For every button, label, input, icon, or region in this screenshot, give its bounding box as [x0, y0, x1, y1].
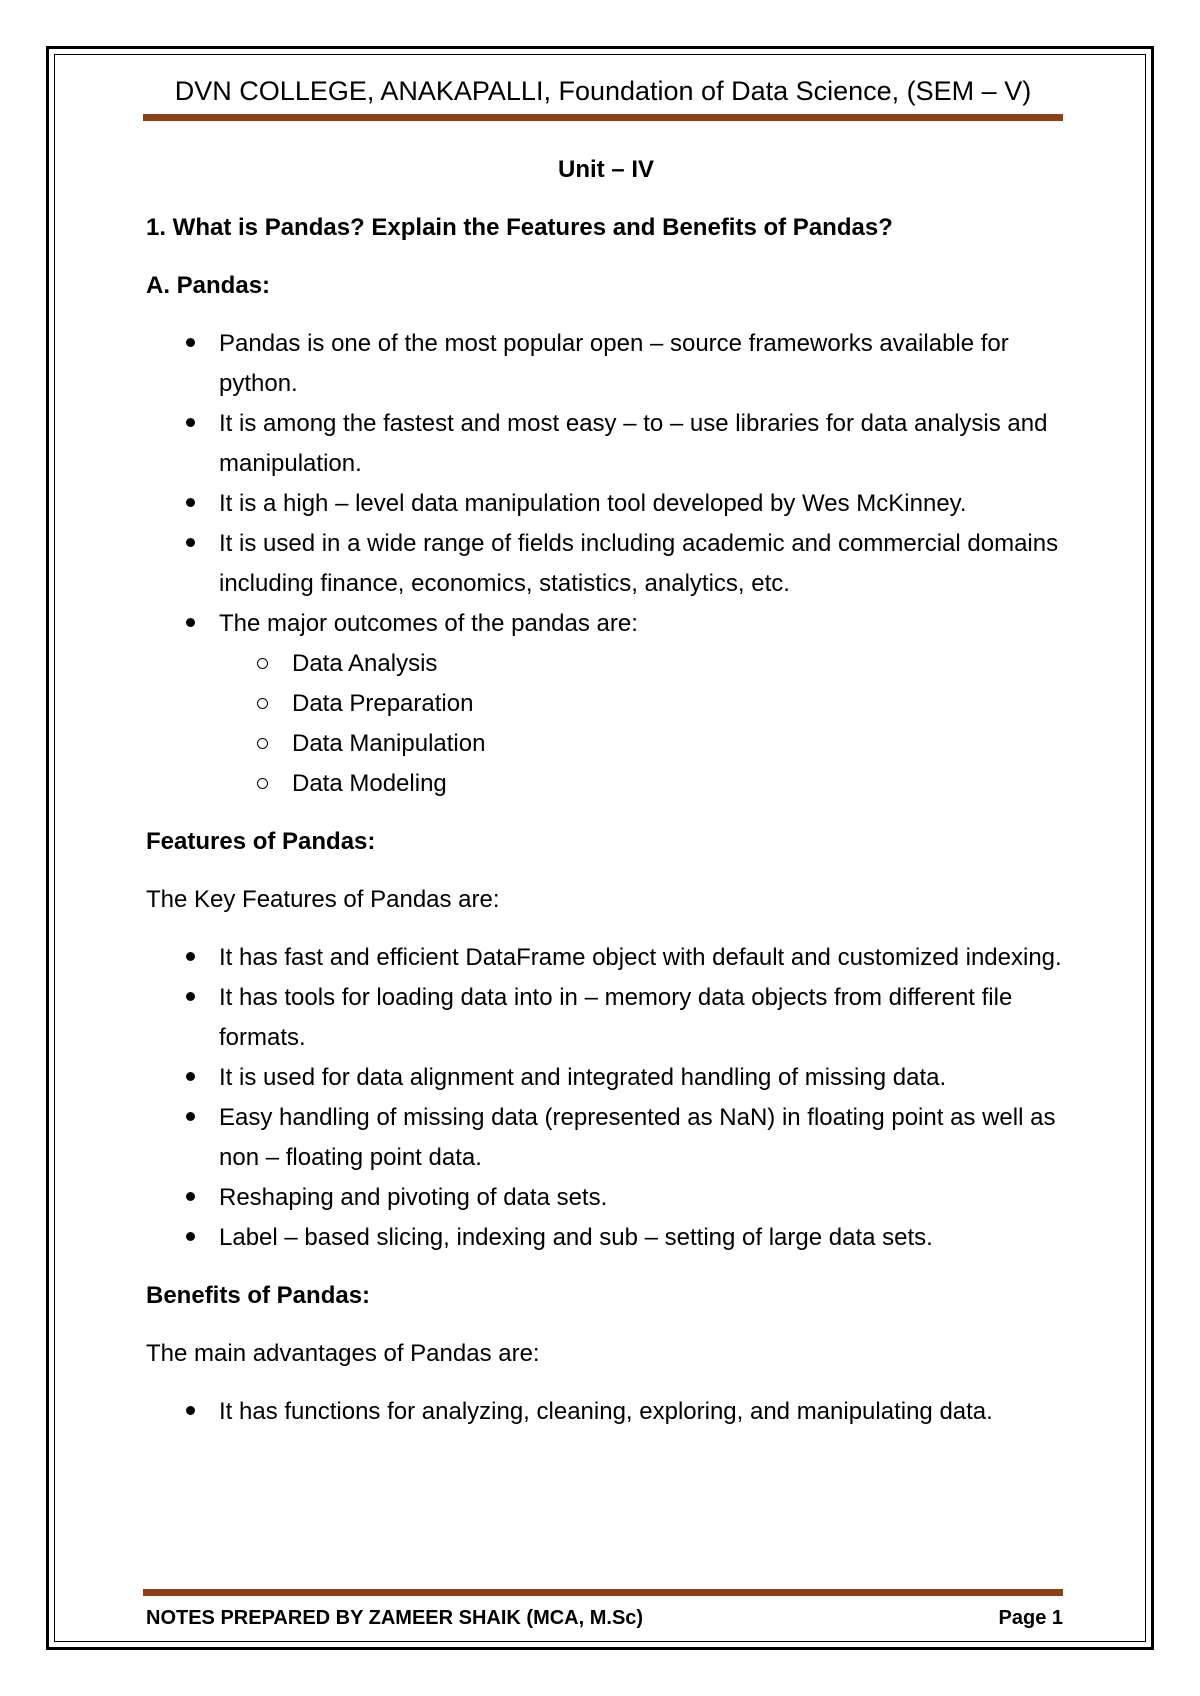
circle-bullet-icon	[257, 698, 268, 709]
bullet-icon	[186, 618, 195, 627]
list-item-text: It is used in a wide range of fields including academic and commercial domains including finance, economics, statistics, analytics, etc.	[219, 530, 1059, 597]
list-item	[146, 1098, 1066, 1178]
list-item-text: It is among the fastest and most easy – to – use libraries for data analysis and manipulation.	[219, 410, 1048, 477]
list-item-text: It is a high – level data manipulation tool developed by Wes McKinney.	[219, 490, 967, 517]
sublist-item-text: Data Manipulation	[292, 730, 486, 757]
bullet-icon	[186, 1406, 195, 1415]
features-intro: The Key Features of Pandas are:	[146, 886, 500, 913]
list-item-text: It has fast and efficient DataFrame object with default and customized indexing.	[219, 944, 1062, 971]
question-title: 1. What is Pandas? Explain the Features and Benefits of Pandas?	[146, 214, 893, 241]
footer-rule	[143, 1589, 1063, 1596]
sublist-item-text: Data Preparation	[292, 690, 474, 717]
list-item	[146, 1218, 1066, 1258]
list-item	[146, 1058, 1066, 1098]
unit-title: Unit – IV	[557, 156, 654, 183]
list-item	[146, 938, 1066, 978]
sublist-item-text: Data Modeling	[292, 770, 447, 797]
bullet-icon	[186, 338, 195, 347]
list-item-text: Easy handling of missing data (represented as NaN) in floating point as well as non – floating point data.	[219, 1104, 1056, 1171]
list-item	[146, 604, 1066, 804]
sublist-item	[219, 764, 1066, 804]
sublist-item	[219, 644, 1066, 684]
circle-bullet-icon	[257, 738, 268, 749]
list-item	[146, 1392, 1066, 1432]
list-item-text: It is used for data alignment and integrated handling of missing data.	[219, 1064, 947, 1091]
features-heading: Features of Pandas:	[146, 828, 376, 855]
bullet-icon	[186, 1072, 195, 1081]
list-item-text: Reshaping and pivoting of data sets.	[219, 1184, 608, 1211]
benefits-bullet-list	[146, 1392, 1066, 1432]
list-item-text: It has tools for loading data into in – memory data objects from different file formats.	[219, 984, 1013, 1051]
list-item-text: Pandas is one of the most popular open – source frameworks available for python.	[219, 330, 1009, 397]
sublist-item	[219, 684, 1066, 724]
sublist-item-text: Data Analysis	[292, 650, 438, 677]
circle-bullet-icon	[257, 778, 268, 789]
bullet-icon	[186, 1192, 195, 1201]
bullet-icon	[186, 538, 195, 547]
pandas-bullet-list	[146, 324, 1066, 804]
header-rule	[143, 114, 1063, 121]
benefits-intro: The main advantages of Pandas are:	[146, 1340, 540, 1367]
list-item	[146, 978, 1066, 1058]
features-bullet-list	[146, 938, 1066, 1258]
outcomes-sublist	[219, 644, 1066, 804]
list-item-text: It has functions for analyzing, cleaning, exploring, and manipulating data.	[219, 1398, 993, 1425]
bullet-icon	[186, 992, 195, 1001]
list-item	[146, 404, 1066, 484]
list-item-text: Label – based slicing, indexing and sub – setting of large data sets.	[219, 1224, 933, 1251]
list-item	[146, 324, 1066, 404]
circle-bullet-icon	[257, 658, 268, 669]
bullet-icon	[186, 1112, 195, 1121]
bullet-icon	[186, 952, 195, 961]
list-item	[146, 524, 1066, 604]
list-item	[146, 1178, 1066, 1218]
footer-author: NOTES PREPARED BY ZAMEER SHAIK (MCA, M.Sc)	[146, 1607, 644, 1629]
header-title: DVN COLLEGE, ANAKAPALLI, Foundation of Data Science, (SEM – V)	[174, 76, 1032, 106]
list-item	[146, 484, 1066, 524]
page-number: Page 1	[998, 1607, 1063, 1629]
bullet-icon	[186, 418, 195, 427]
sublist-item	[219, 724, 1066, 764]
document-body	[146, 150, 1066, 1450]
bullet-icon	[186, 1232, 195, 1241]
section-pandas-heading: A. Pandas:	[146, 272, 271, 299]
bullet-icon	[186, 498, 195, 507]
benefits-heading: Benefits of Pandas:	[146, 1282, 371, 1309]
list-item-text: The major outcomes of the pandas are:	[219, 610, 638, 637]
